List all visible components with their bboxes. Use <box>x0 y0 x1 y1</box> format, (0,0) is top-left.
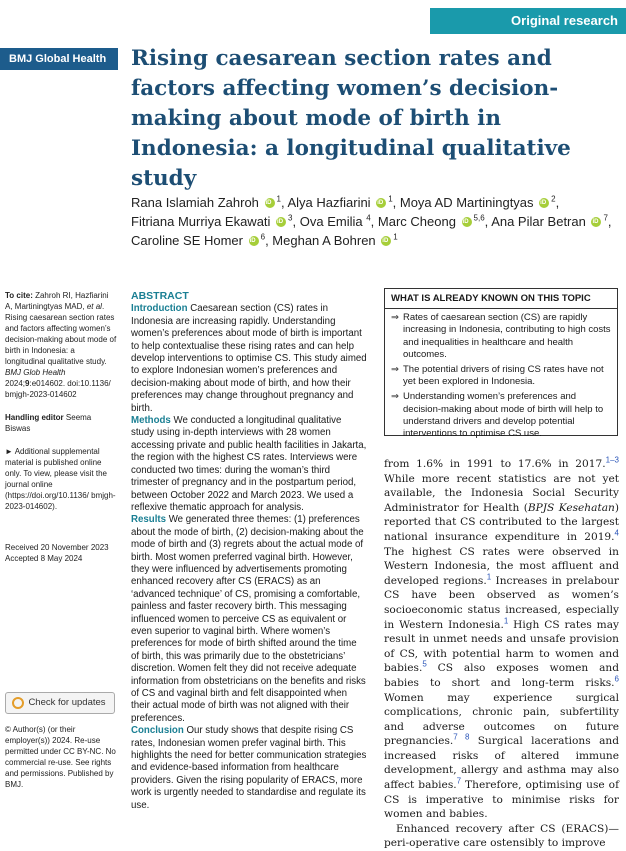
supplemental-note: ► Additional supplemental material is published online only. To view, please visit the journal online (https://doi.org/10.1136/ bmjgh-2023-014602). <box>5 447 116 511</box>
orcid-icon[interactable] <box>376 198 386 208</box>
orcid-icon[interactable] <box>591 217 601 227</box>
reference-link[interactable]: 6 <box>614 674 619 684</box>
methods-label: Methods <box>131 415 171 427</box>
affiliation-marker: 6 <box>260 232 266 242</box>
section-label: Original research <box>430 8 626 34</box>
methods-text: We conducted a longitudinal qualitative study using in-depth interviews with 28 women accessing private and public health facilities in Jakarta, the region with the highest CS rates. Interviews were conducted two times: during the woman’s third trimester of pregnancy and in the postpartum period, between October 2022 and March 2023. We used a reflexive thematic approach for analysis. <box>131 415 367 513</box>
introduction-label: Introduction <box>131 303 188 315</box>
abstract-introduction <box>131 303 367 415</box>
author-name[interactable]: Ova Emilia $^4$ <box>299 213 371 229</box>
affiliation-marker: 1 <box>393 232 398 242</box>
author-name[interactable]: Alya Hazfiarini $iD^1$ <box>287 195 392 210</box>
reference-link[interactable]: 7 <box>456 776 462 786</box>
journal-badge[interactable]: BMJ Global Health <box>0 48 118 70</box>
check-updates-icon <box>12 697 24 709</box>
affiliation-marker: 1 <box>276 194 281 204</box>
results-text: We generated three themes: (1) preferences about the mode of birth, (2) decision-making about the mode of birth and (3) regrets about the actual mode of birth. Most women preferred vaginal birth. However, they were influenced by advertisements promoting enhanced recovery after CS (ERACS) as an ‘advanced technique’ of CS, promising a comfortable, painless and faster recovery birth. This messaging influenced women to perceive CS as equivalent or even superior to vaginal birth. Where women’s preferences for mode of birth shifted around the time of birth, this was primarily due to the obstetricians’ discretion. Women felt they did not receive adequate information from obstetricians on the benefits and risks of CS and vaginal birth and felt disappointed when their actual mode of birth was not aligned with their preferences. <box>131 514 366 724</box>
affiliation-marker: 4 <box>366 213 371 223</box>
affiliation-marker: 3 <box>288 213 293 223</box>
orcid-icon[interactable] <box>265 198 275 208</box>
header-bar <box>0 0 626 39</box>
body-paragraph-2: Enhanced recovery after CS (ERACS)—peri-operative care ostensibly to improve <box>384 822 619 850</box>
cite-volume: 9 <box>25 379 30 388</box>
known-item-text: The potential drivers of rising CS rates have not yet been explored in Indonesia. <box>403 364 604 388</box>
abstract-conclusion <box>131 725 367 812</box>
results-label: Results <box>131 514 166 526</box>
orcid-icon[interactable] <box>249 236 259 246</box>
author-name[interactable]: Caroline SE Homer $iD^6$ <box>131 233 265 248</box>
abstract-results <box>131 514 367 725</box>
cite-text-2: . Rising caesarean section rates and factors affecting women’s decision-making about mode of birth in Indonesia: a longitudinal qualitative study. <box>5 302 117 366</box>
known-item-text: Rates of caesarean section (CS) are rapidly increasing in Indonesia, contributing to high costs and inequalities in healthcare and health outcomes. <box>403 312 611 360</box>
editor-label: Handling editor <box>5 413 64 422</box>
check-for-updates-button[interactable] <box>5 692 115 714</box>
sidebar <box>5 290 117 790</box>
cite-text-3: 2024; <box>5 379 26 388</box>
cite-etal: et al <box>86 302 102 311</box>
arrow-icon: ⇒ <box>391 391 399 403</box>
citation-block <box>5 290 117 400</box>
reference-link[interactable]: 1–3 <box>605 455 619 465</box>
abstract-heading: ABSTRACT <box>131 290 189 302</box>
known-item <box>391 312 611 361</box>
check-updates-label: Check for updates <box>28 697 106 708</box>
author-name[interactable]: Marc Cheong iD$^{5,6}$ <box>378 214 485 229</box>
known-box-title: WHAT IS ALREADY KNOWN ON THIS TOPIC <box>385 293 617 309</box>
cite-text: Zahroh RI, Hazfiarini A, Martiningtyas MAD, <box>5 291 109 311</box>
author-name[interactable]: Meghan A Bohren $iD^1$ <box>272 233 397 248</box>
body-paragraph-1: from 1.6% in 1991 to 17.6% in 2017.$^{1-3}$ While more recent statistics are not yet available, the Indonesia Social Security Administrator for Health (BPJS Kesehatan) reported that CS contributed to the largest national insurance expenditure in 2019.$^4$ The highest CS rates were observed in Western Indonesia, the most affluent and developed regions.$^1$ Increases in prelabour CS have been observed as women’s socioeconomic status increased, especially in Western Indonesia.$^1$ High CS rates may result in unmet needs and unsafe provision of CS, with potential harm to women and babies.$^5$ CS also exposes women and babies to short and long-term risks.$^6$ Women may experience surgical complications, chronic pain, subfertility and adverse outcomes on future pregnancies.$^{7 8}$ Surgical lacerations and increased risks of altered immune development, allergy and asthma may also affect babies.$^7$ Therefore, optimising use of CS is imperative to minimise risks for women and babies. <box>384 455 619 821</box>
author-name[interactable]: Rana Islamiah Zahroh $iD^1$ <box>131 195 281 210</box>
reference-link[interactable]: 1 <box>503 616 509 625</box>
orcid-icon[interactable] <box>462 217 472 227</box>
conclusion-label: Conclusion <box>131 725 184 737</box>
italic-term: BPJS Kesehatan <box>527 501 615 514</box>
orcid-icon[interactable] <box>381 236 391 246</box>
author-name[interactable]: Moya AD Martiningtyas $iD^2$ <box>400 195 556 210</box>
known-topic-box <box>384 288 618 440</box>
cite-text-4: :e014602. doi:10.1136/ bmjgh-2023-014602 <box>5 379 111 399</box>
cite-label: To cite: <box>5 291 33 300</box>
reference-link[interactable]: 5 <box>422 659 427 669</box>
abstract <box>131 290 367 812</box>
body-text <box>384 457 619 851</box>
orcid-icon[interactable] <box>276 217 286 227</box>
author-name[interactable]: Ana Pilar Betran $iD^7$ <box>491 214 608 229</box>
abstract-methods <box>131 415 367 514</box>
author-list: Rana Islamiah Zahroh $iD^1$, Alya Hazfiarini $iD^1$, Moya AD Martiningtyas $iD^2$, Fitriana Murriya Ekawati $iD^3$, Ova Emilia $^4$, Marc Cheong iD$^{5,6}$, Ana Pilar Betran $iD^7$, Caroline SE Homer $iD^6$, Meghan A Bohren $iD^1$ <box>131 193 621 250</box>
reference-link[interactable]: 1 <box>486 572 492 582</box>
received-date: Received 20 November 2023 <box>5 543 109 552</box>
affiliation-marker: 5,6 <box>473 213 485 223</box>
affiliation-marker: 2 <box>551 194 556 204</box>
editor-name: Seema Biswas <box>5 413 92 433</box>
known-item <box>391 364 611 388</box>
affiliation-marker: 1 <box>388 194 393 204</box>
known-item <box>391 391 611 440</box>
reference-link[interactable]: 4 <box>614 528 619 538</box>
accepted-date: Accepted 8 May 2024 <box>5 554 83 563</box>
article-title: Rising caesarean section rates and factors affecting women’s decision-making about mode of birth in Indonesia: a longitudinal qualitative study <box>131 46 571 191</box>
arrow-icon: ⇒ <box>391 312 399 324</box>
author-name[interactable]: Fitriana Murriya Ekawati $iD^3$ <box>131 214 293 229</box>
arrow-icon: ⇒ <box>391 364 399 376</box>
handling-editor <box>5 412 117 434</box>
conclusion-text: Our study shows that despite rising CS rates, Indonesian women prefer vaginal birth. This highlights the need for better communication strategies and evidence-based information from healthcare providers. Given the rising popularity of ERACS, more work is urgently needed to standardise and regulate its use. <box>131 725 367 811</box>
reference-link[interactable]: 7 8 <box>453 732 470 742</box>
known-item-text: Understanding women’s preferences and decision-making about mode of birth will help to understand drivers and develop potential interventions to optimise CS use. <box>403 391 604 440</box>
affiliation-marker: 7 <box>603 213 608 223</box>
cite-journal: BMJ Glob Health <box>5 368 66 377</box>
copyright-text: © Author(s) (or their employer(s)) 2024. Re-use permitted under CC BY-NC. No commercial re-use. See rights and permissions. Published by BMJ. <box>5 725 116 789</box>
introduction-text: Caesarean section (CS) rates in Indonesia are increasing rapidly. Understanding women’s preferences about mode of birth is important to help contextualise these rising rates and can help develop interventions to optimise CS. This study aimed to explore Indonesian women’s preferences and decision-making about mode of birth, and how their preferences may change throughout pregnancy and birth. <box>131 303 367 414</box>
copyright-notice <box>5 724 117 790</box>
orcid-icon[interactable] <box>539 198 549 208</box>
